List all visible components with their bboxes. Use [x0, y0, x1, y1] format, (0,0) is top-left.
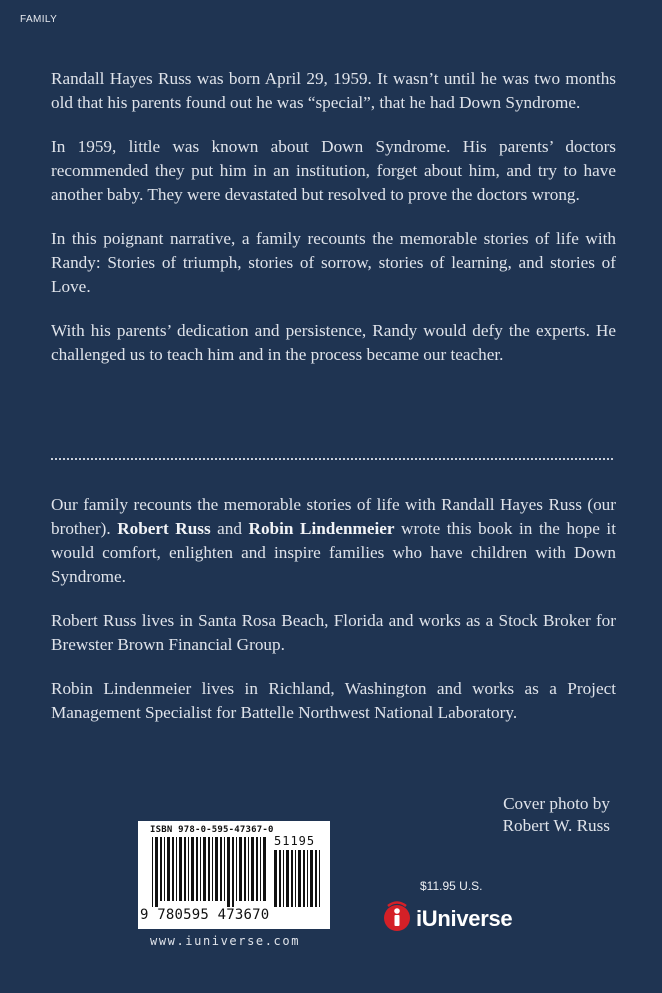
barcode-bar	[224, 837, 225, 901]
cover-photo-credit: Cover photo by Robert W. Russ	[502, 794, 610, 835]
barcode-bar	[155, 837, 158, 907]
blurb-paragraph: In 1959, little was known about Down Syndrome. His parents’ doctors recommended they put him in an institution, forget about him, and try to have another baby. They were devastated but resolved to prove the doctors wrong.	[51, 137, 616, 204]
ean-digits: 9 780595 473670	[140, 907, 270, 923]
barcode-bar	[215, 837, 218, 901]
barcode-bar	[303, 850, 305, 907]
barcode-price-code: 51195	[274, 834, 316, 848]
barcode-bar	[279, 850, 281, 907]
barcode-bar	[260, 837, 261, 901]
barcode-bar	[251, 837, 254, 901]
blurb-paragraph: With his parents’ dedication and persistence, Randy would defy the experts. He challenged us to teach him and in the process became our teacher.	[51, 321, 616, 364]
authors-intro: Our family recounts the memorable stories of life with Randall Hayes Russ (our brother). Robert Russ and Robin Lindenmeier wrote this book in the hope it would comfort, enlighten and inspire families who have children with Down Syndrome.	[51, 495, 616, 586]
author-name: Robert Russ	[117, 519, 211, 538]
barcode-bar	[200, 837, 201, 901]
barcode-bar	[172, 837, 174, 901]
barcode-bars	[152, 837, 270, 907]
publisher-website: www.iuniverse.com	[150, 934, 301, 948]
category-label: FAMILY	[20, 14, 58, 25]
barcode-bar	[208, 837, 210, 901]
barcode-bar	[298, 850, 301, 907]
barcode-bar	[164, 837, 165, 901]
barcode-bar	[236, 837, 237, 901]
barcode-bar	[295, 850, 296, 907]
barcode-bar	[239, 837, 242, 901]
barcode-bar	[274, 850, 277, 907]
barcode-bar	[203, 837, 206, 901]
barcode-bar	[220, 837, 222, 901]
barcode-bar	[310, 850, 313, 907]
barcode-bar	[248, 837, 249, 901]
publisher-name: iUniverse	[416, 906, 513, 931]
blurb-paragraph: Randall Hayes Russ was born April 29, 1959. It wasn’t until he was two months old that his parents found out he was “special”, that he had Down Syndrome.	[51, 69, 616, 112]
barcode-bar	[227, 837, 230, 907]
author-name: Robin Lindenmeier	[248, 519, 395, 538]
isbn-number: ISBN 978-0-595-47367-0	[150, 825, 274, 835]
publisher-logo	[382, 897, 512, 941]
barcode-bar	[315, 850, 317, 907]
back-cover-blurb	[51, 67, 616, 387]
barcode-bar	[167, 837, 170, 901]
barcode-bar	[176, 837, 177, 901]
about-the-authors	[51, 493, 616, 745]
barcode-bar	[212, 837, 213, 901]
barcode-addon-bars	[274, 850, 324, 907]
author-bio: Robin Lindenmeier lives in Richland, Washington and works as a Project Management Specialist for Battelle Northwest National Laboratory.	[51, 679, 616, 722]
barcode-bar	[160, 837, 162, 901]
barcode-bar	[152, 837, 153, 907]
barcode-bar	[232, 837, 234, 907]
barcode-bar	[188, 837, 189, 901]
barcode-bar	[263, 837, 266, 901]
barcode-bar	[184, 837, 186, 901]
blurb-paragraph: In this poignant narrative, a family recounts the memorable stories of life with Randy: Stories of triumph, stories of sorrow, stories of learning, and stories of Love.	[51, 229, 616, 296]
barcode-bar	[319, 850, 320, 907]
barcode-bar	[179, 837, 182, 901]
barcode-bar	[291, 850, 293, 907]
barcode-bar	[286, 850, 289, 907]
dotted-divider	[51, 458, 613, 460]
iuniverse-logo-icon	[382, 900, 412, 939]
barcode-bar	[191, 837, 194, 901]
retail-price: $11.95 U.S.	[420, 879, 483, 893]
barcode-bar	[283, 850, 284, 907]
barcode-bar	[196, 837, 198, 901]
isbn-barcode	[138, 821, 330, 929]
barcode-bar	[256, 837, 258, 901]
barcode-bar	[307, 850, 308, 907]
author-bio: Robert Russ lives in Santa Rosa Beach, Florida and works as a Stock Broker for Brewster Brown Financial Group.	[51, 611, 616, 654]
barcode-bar	[244, 837, 246, 901]
